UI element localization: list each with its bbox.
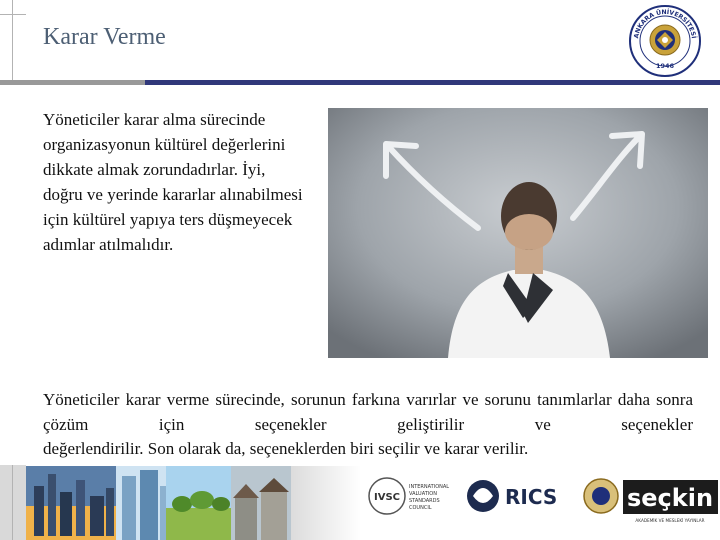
paragraph-cultural-values: Yöneticiler karar alma sürecinde organizasyonun kültürel değerlerini dikkate almak zorundadırlar. İyi, doğru ve yerinde kararlar alınabilmesi için kültürel yapıya ters düşmeyecek adımlar atılmalıdır. bbox=[43, 110, 303, 254]
green-field-image bbox=[166, 466, 231, 540]
decision-photo bbox=[328, 108, 708, 358]
houses-image bbox=[231, 466, 291, 540]
seal-arc-text: ANKARA ÜNİVERSİTESİ bbox=[633, 8, 697, 40]
corner-plus-decoration bbox=[0, 0, 26, 80]
seckin-label: seçkin bbox=[626, 484, 714, 512]
rics-label: RICS bbox=[505, 485, 558, 509]
paragraph-decision-process-body: Yöneticiler karar verme sürecinde, sorunun farkına varırlar ve sorunu tanımlarlar daha sonra çözüm için seçenekler geliştirilir ve seçenekler bbox=[43, 390, 693, 434]
university-seal-logo bbox=[626, 4, 704, 78]
seckin-sub: AKADEMİK VE MESLEKİ YAYINLAR bbox=[635, 518, 705, 523]
ivsc-label: IVSC bbox=[373, 492, 401, 503]
ivsc-text-4: COUNCIL bbox=[409, 505, 432, 511]
ivsc-text-3: STANDARDS bbox=[409, 498, 440, 504]
ivsc-logo bbox=[361, 466, 461, 540]
footer-strip bbox=[26, 466, 720, 540]
slide-title: Karar Verme bbox=[43, 24, 166, 50]
rics-lion-icon bbox=[467, 480, 499, 512]
seal-year: 1946 bbox=[655, 62, 675, 70]
rics-logo bbox=[461, 466, 581, 540]
seckin-logo bbox=[621, 466, 720, 540]
ivsc-text-1: INTERNATIONAL bbox=[409, 484, 450, 490]
footer-gradient-panel bbox=[291, 466, 361, 540]
paragraph-decision-process bbox=[43, 388, 693, 462]
footer-left-band bbox=[0, 465, 26, 540]
footer-seal-icon bbox=[581, 466, 621, 540]
city-skyline-image bbox=[26, 466, 116, 540]
paragraph-decision-process-last: değerlendirilir. Son olarak da, seçeneklerden biri seçilir ve karar verilir. bbox=[43, 439, 529, 458]
glass-towers-image bbox=[116, 466, 166, 540]
title-divider bbox=[0, 80, 720, 85]
ivsc-text-2: VALUATION bbox=[409, 491, 437, 497]
